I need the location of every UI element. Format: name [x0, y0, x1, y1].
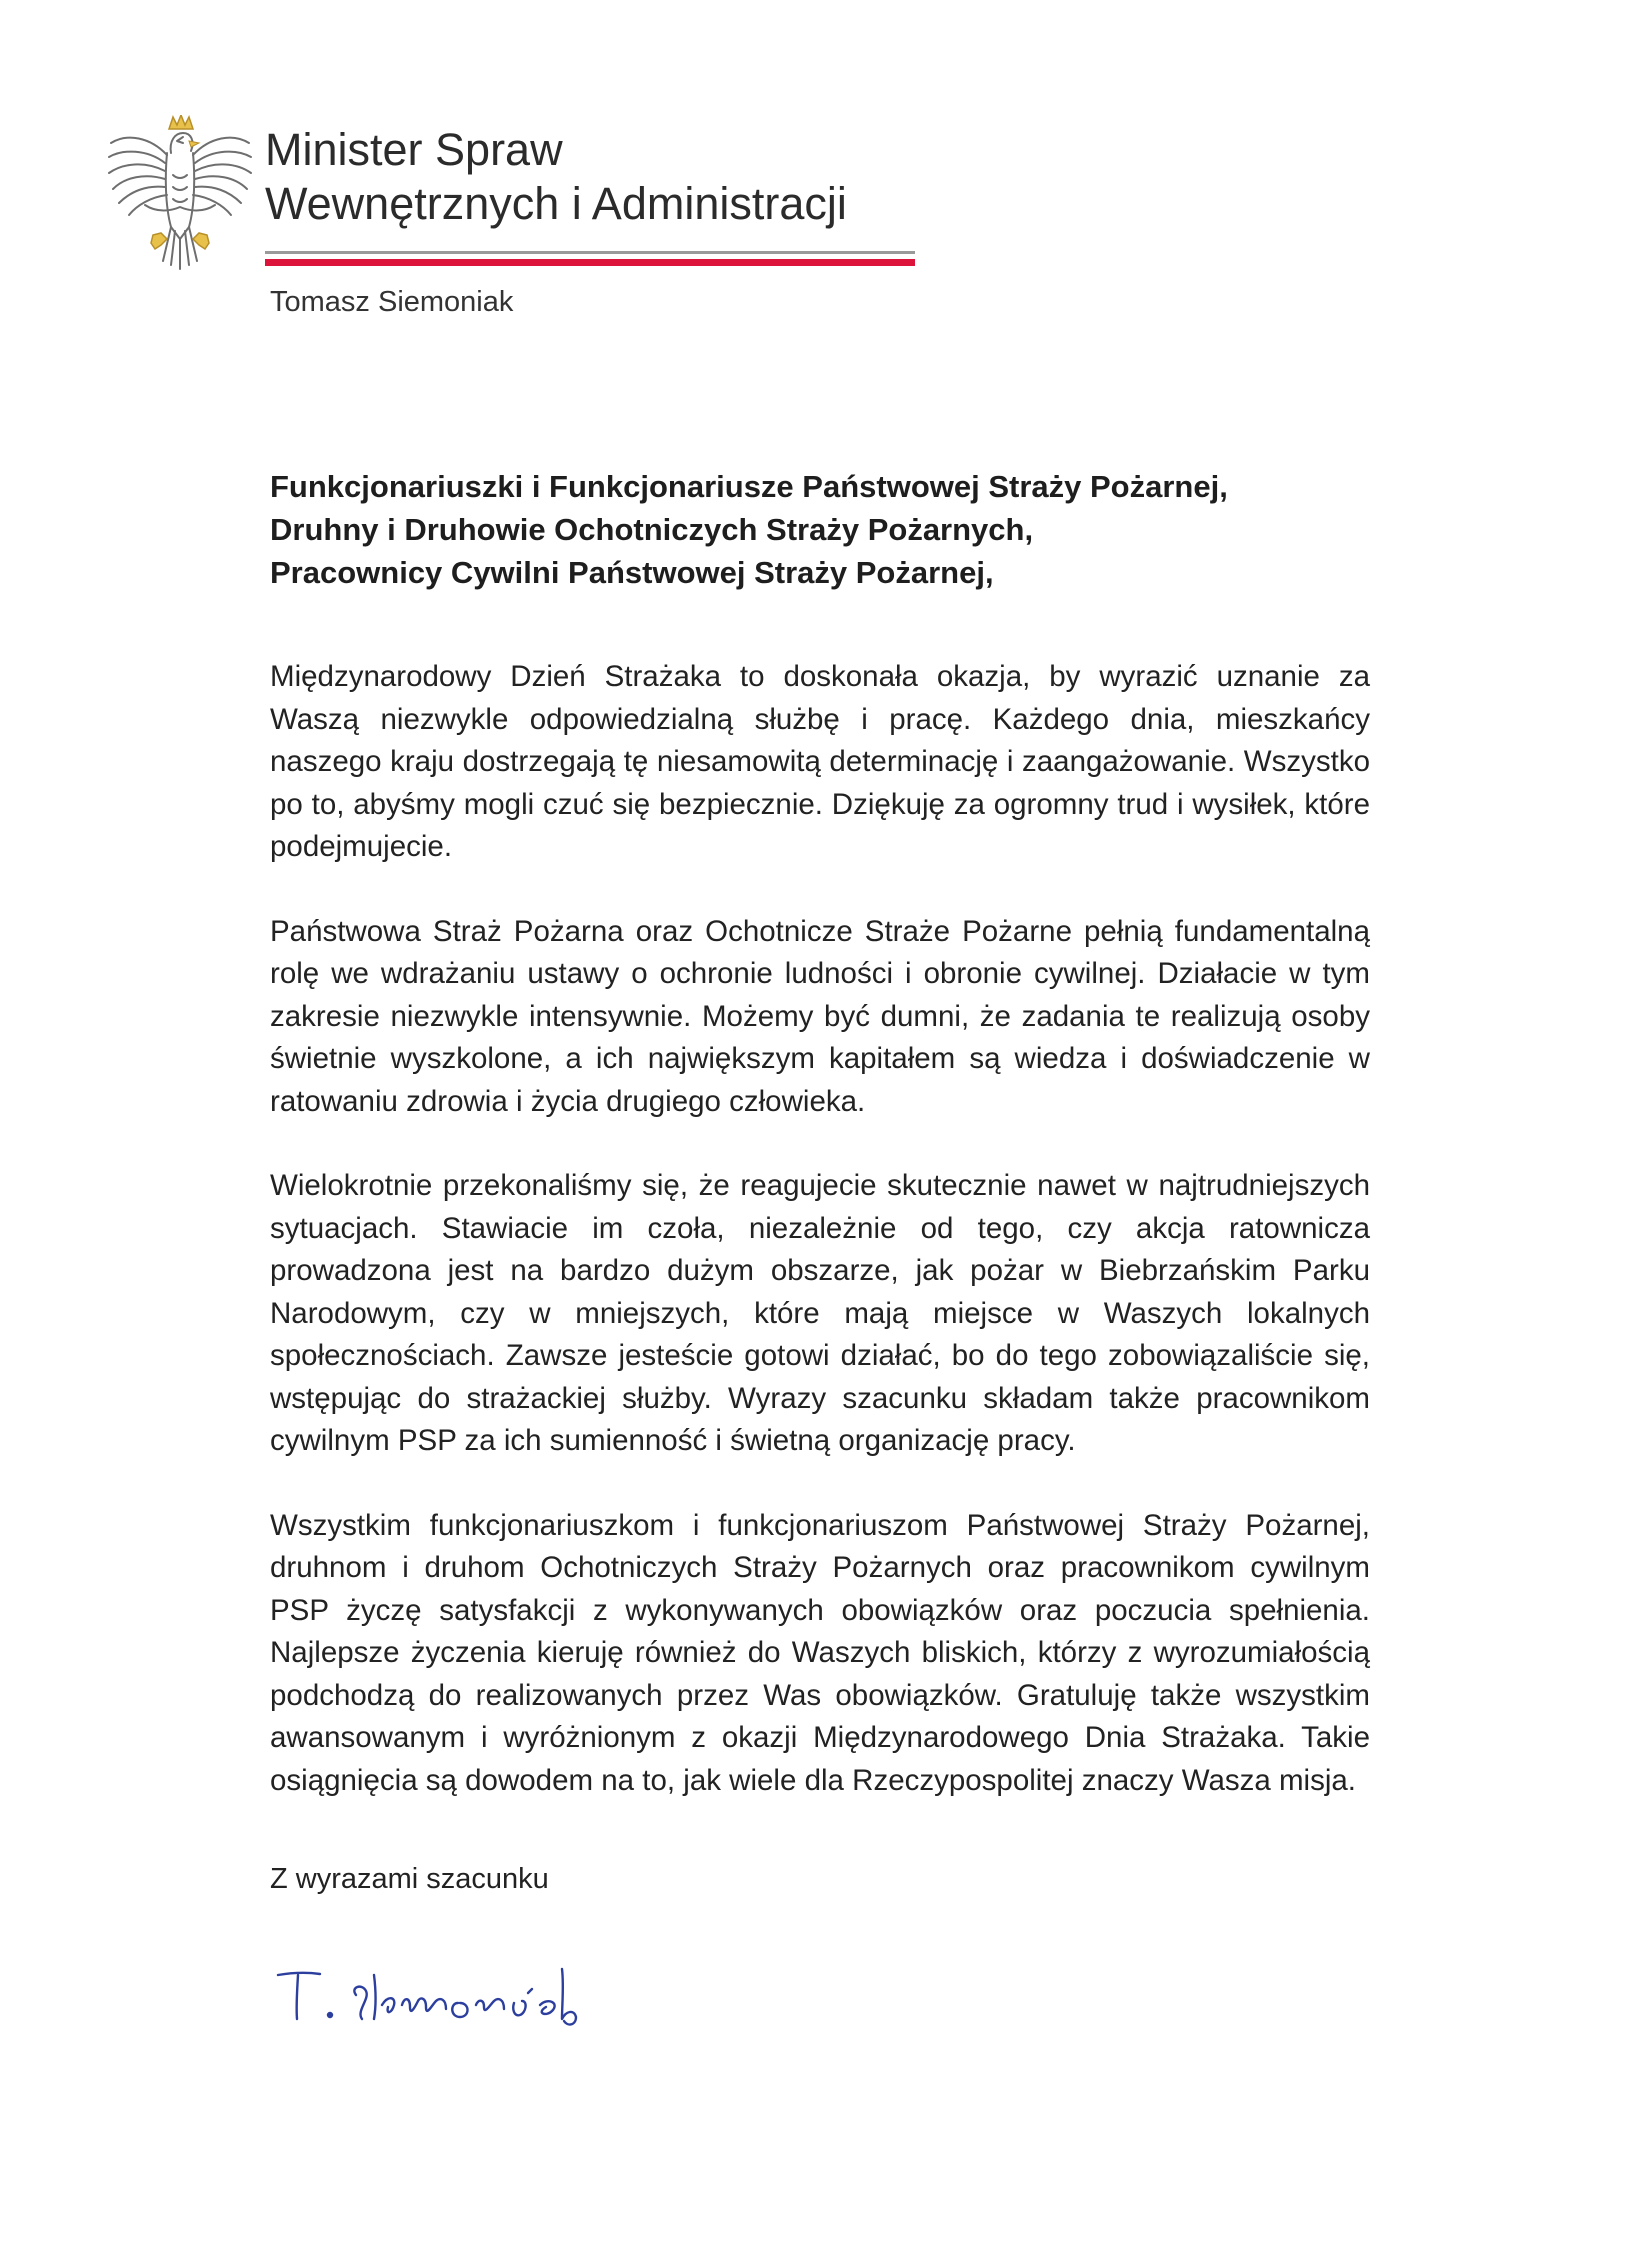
body-paragraph: Państwowa Straż Pożarna oraz Ochotnicze Straże Pożarne pełnią fundamentalną rolę we wdrażaniu ustawy o ochronie ludności i obronie cywilnej. Działacie w tym zakresie niezwykle intensywnie. Możemy być dumni, że zadania te realizują osoby świetnie wyszkolone, a ich największym kapitałem są wiedza i doświadczenie w ratowaniu zdrowia i życia drugiego człowieka. — [270, 914, 1370, 1118]
closing-phrase: Z wyrazami szacunku — [270, 1863, 549, 1895]
body-paragraph: Wielokrotnie przekonaliśmy się, że reagujecie skutecznie nawet w najtrudniejszych sytuacjach. Stawiacie im czoła, niezależnie od tego, czy akcja ratownicza prowadzona jest na bardzo dużym obszarze, jak pożar w Biebrzańskim Parku Narodowym, czy w mniejszych, które mają miejsce w Waszych lokalnych społecznościach. Zawsze jesteście gotowi działać, bo do tego zobowiązaliście się, wstępując do strażackiej służby. Wyrazy szacunku składam także pracownikom cywilnym PSP za ich sumienność i świetną organizację pracy. — [270, 1169, 1370, 1457]
salutation-line: Druhny i Druhowie Ochotniczych Straży Pożarnych, — [270, 512, 1034, 547]
body-paragraph: Międzynarodowy Dzień Strażaka to doskonała okazja, by wyrazić uznanie za Waszą niezwykle odpowiedzialną służbę i pracę. Każdego dnia, mieszkańcy naszego kraju dostrzegają tę niesamowitą determinację i zaangażowanie. Wszystko po to, abyśmy mogli czuć się bezpiecznie. Dziękuję za ogromny trud i wysiłek, które podejmujecie. — [270, 660, 1370, 863]
letterhead-red-rule — [265, 259, 915, 266]
minister-name: Tomasz Siemoniak — [270, 286, 514, 318]
letterhead — [105, 115, 915, 275]
body-paragraph: Wszystkim funkcjonariuszkom i funkcjonariuszom Państwowej Straży Pożarnej, druhnom i druhom Ochotniczych Straży Pożarnych oraz pracownikom cywilnym PSP życzę satysfakcji z wykonywanych obowiązków oraz poczucia spełnienia. Najlepsze życzenia kieruję również do Waszych bliskich, którzy z wyrozumiałością podchodzą do realizowanych przez Was obowiązków. Gratuluję także wszystkim awansowanym i wyróżnionym z okazji Międzynarodowego Dnia Strażaka. Takie osiągnięcia są dowodem na to, jak wiele dla Rzeczypospolitej znaczy Wasza misja. — [270, 1508, 1370, 1797]
ministry-title — [265, 123, 847, 231]
salutation — [270, 465, 1370, 594]
salutation-line: Pracownicy Cywilni Państwowej Straży Pożarnej, — [270, 555, 994, 590]
letter-body — [270, 656, 1370, 1844]
ministry-title-line2: Wewnętrznych i Administracji — [265, 178, 847, 229]
white-eagle-emblem-icon — [105, 115, 255, 275]
handwritten-signature — [270, 1945, 670, 2045]
salutation-line: Funkcjonariuszki i Funkcjonariusze Państwowej Straży Pożarnej, — [270, 469, 1228, 504]
ministry-title-line1: Minister Spraw — [265, 124, 563, 175]
letterhead-gray-rule — [265, 251, 915, 254]
